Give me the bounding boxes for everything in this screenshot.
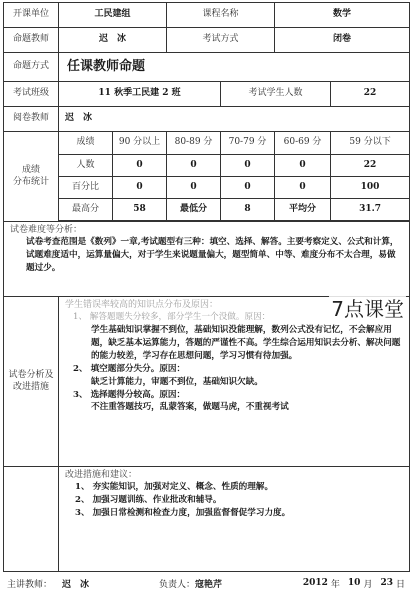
pct-cell: 100 [331, 177, 410, 199]
error-item-2-detail: 缺乏计算能力，审题不到位，基础知识欠缺。 [91, 376, 263, 387]
watermark-text: 7点课堂 [329, 293, 406, 322]
stats-row-title: 成绩 分布统计 [4, 132, 59, 222]
unit-label: 开课单位 [4, 3, 59, 28]
method-label: 命题方式 [4, 53, 59, 82]
pct-cell: 0 [113, 177, 167, 199]
error-item-2: 2、 填空题部分失分。原因： [73, 363, 186, 374]
responsible-label: 负责人： [159, 579, 196, 590]
pct-row-label: 百分比 [59, 177, 113, 199]
count-cell: 0 [167, 155, 221, 177]
form-table [3, 2, 410, 572]
max-value: 58 [113, 199, 167, 221]
exam-mode-label: 考试方式 [167, 28, 275, 53]
difficulty-text: 试卷考查范围是《数列》一章,考试题型有三种：填空、选择、解答。主要考察定义、公式和计算，试题难度适中，运算量偏大，对于学生来说题量偏大，题型简单、中等、难度分布不太合理，易做题过少。 [26, 237, 399, 274]
count-cell: 0 [113, 155, 167, 177]
teacher-value: 迟 冰 [59, 28, 167, 53]
measure-item: 2、 加强习题训练、作业批改和辅导。 [75, 495, 222, 506]
error-item-3-detail: 不注重答题技巧，乱蒙答案，做题马虎，不重视考试 [91, 402, 289, 413]
date-day-unit: 日 [395, 579, 405, 590]
error-item-1-detail: 学生基础知识掌握不到位，基础知识没能理解，数列公式没有记忆，不会解应用题，缺乏基本运算能力，答题的严谨性不高。学生综合运用知识去分析、解决问题的能力较差，学习存在思想问题，学习习惯有待加强。 [91, 325, 401, 361]
course-label: 课程名称 [167, 3, 275, 28]
avg-label: 平均分 [275, 199, 331, 221]
count-cell: 0 [221, 155, 275, 177]
analysis-row-title: 试卷分析及 改进措施 [4, 297, 59, 467]
max-label: 最高分 [59, 199, 113, 221]
method-value: 任课教师命题 [59, 53, 410, 82]
range-90-plus: 90 分以上 [113, 132, 167, 155]
pct-cell: 0 [221, 177, 275, 199]
measure-item: 1、 夯实能知识，加强对定义、概念、性质的理解。 [75, 482, 274, 493]
date-year: 2012 [302, 578, 328, 588]
grader-value: 迟 冰 [59, 107, 410, 132]
date-year-unit: 年 [330, 579, 340, 590]
count-value: 22 [331, 82, 410, 107]
difficulty-title: 试卷难度等分析： [10, 225, 83, 235]
score-label: 成绩 [59, 132, 113, 155]
measures-title: 改进措施和建议： [65, 470, 138, 480]
course-value: 数学 [275, 3, 410, 28]
range-below-59: 59 分以下 [331, 132, 410, 155]
lead-teacher-value: 迟 冰 [62, 579, 90, 590]
difficulty-section [4, 222, 410, 297]
lead-teacher-label: 主讲教师： [7, 579, 53, 590]
pct-cell: 0 [275, 177, 331, 199]
measure-item: 3、 加强日常检测和检查力度，加强监督督促学习力度。 [75, 508, 291, 519]
range-70-79: 70-79 分 [221, 132, 275, 155]
unit-value: 工民建组 [59, 3, 167, 28]
range-60-69: 60-69 分 [275, 132, 331, 155]
responsible-value: 寇艳芹 [195, 579, 223, 590]
errors-title: 学生错误率较高的知识点分布及原因： [65, 300, 219, 310]
range-80-89: 80-89 分 [167, 132, 221, 155]
blank-cell [4, 467, 59, 572]
date-day: 23 [380, 578, 393, 588]
error-item-1: 1、 解答题题失分较多，部分学生一个没做。原因： [73, 312, 271, 323]
measures-section [59, 467, 410, 572]
teacher-label: 命题教师 [4, 28, 59, 53]
error-item-3: 3、 选择题得分较高。原因： [73, 389, 186, 400]
min-value: 8 [221, 199, 275, 221]
date-month-unit: 月 [363, 579, 373, 590]
count-label: 考试学生人数 [221, 82, 331, 107]
errors-section [59, 297, 410, 467]
grader-label: 阅卷教师 [4, 107, 59, 132]
min-label: 最低分 [167, 199, 221, 221]
pct-cell: 0 [167, 177, 221, 199]
count-cell: 0 [275, 155, 331, 177]
exam-mode-value: 闭卷 [275, 28, 410, 53]
count-row-label: 人数 [59, 155, 113, 177]
signature-footer [3, 572, 409, 594]
count-cell: 22 [331, 155, 410, 177]
avg-value: 31.7 [331, 199, 410, 221]
date-month: 10 [347, 578, 361, 588]
class-label: 考试班级 [4, 82, 59, 107]
class-value: 11 秋季工民建 2 班 [59, 82, 221, 107]
